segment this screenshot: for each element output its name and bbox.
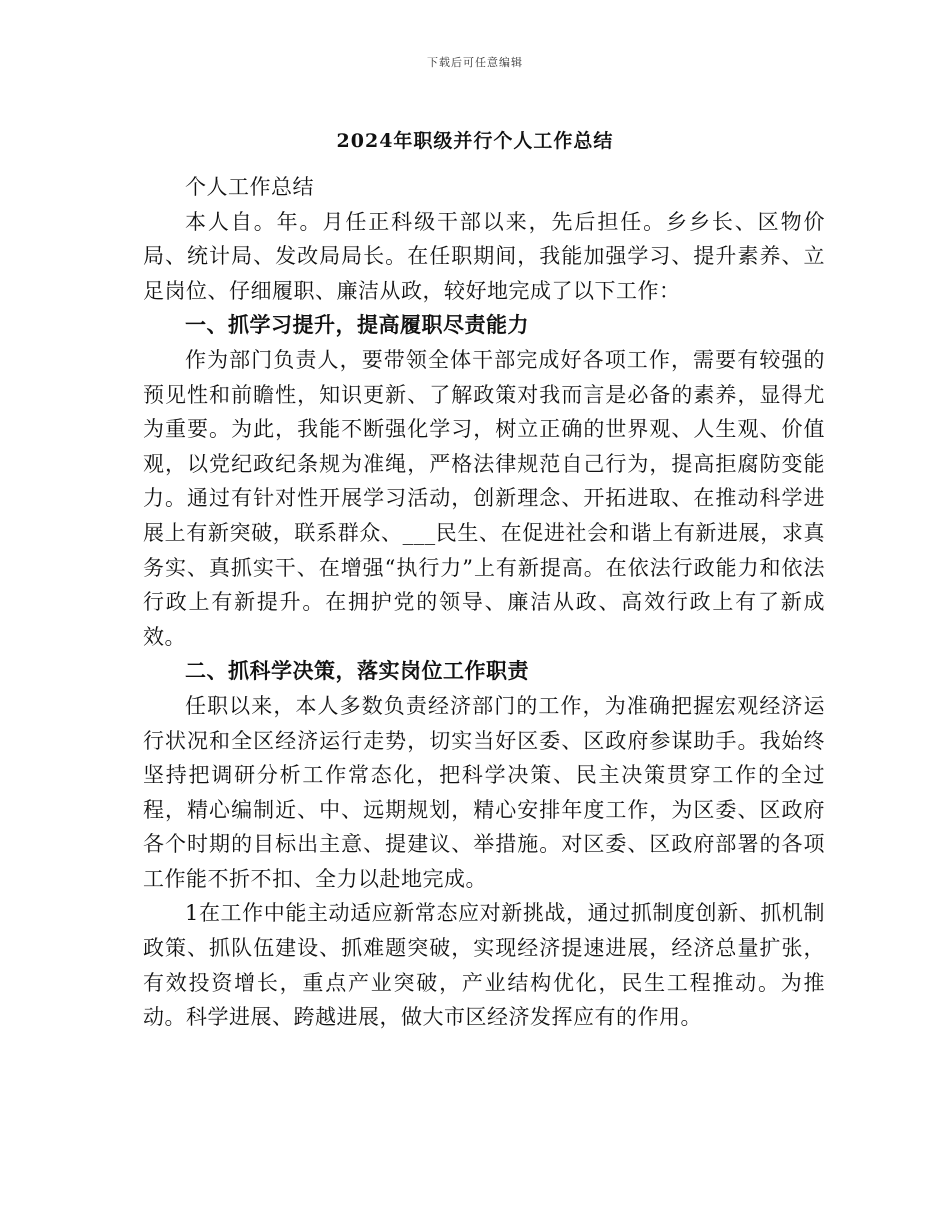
section-heading: 一、抓学习提升，提高履职尽责能力 (185, 312, 529, 338)
body-paragraph: 1在工作中能主动适应新常态应对新挑战，通过抓制度创新、抓机制政策、抓队伍建设、抓难题突破，实现经济提速进展，经济总量扩张，有效投资增长，重点产业突破，产业结构优化，民生工程推动。为推动。科学进展、跨越进展，做大市区经济发挥应有的作用。 (143, 901, 825, 1030)
body-paragraph: 本人自。年。月任正科级干部以来，先后担任。乡乡长、区物价局、统计局、发改局局长。在任职期间，我能加强学习、提升素养、立足岗位、仔细履职、廉洁从政，较好地完成了以下工作： (143, 209, 825, 303)
section-heading: 二、抓科学决策，落实岗位工作职责 (185, 658, 529, 684)
document-body (143, 170, 825, 1035)
document-title: 2024年职级并行个人工作总结 (336, 130, 614, 152)
body-paragraph: 作为部门负责人，要带领全体干部完成好各项工作，需要有较强的预见性和前瞻性，知识更新、了解政策对我而言是必备的素养，显得尤为重要。为此，我能不断强化学习，树立正确的世界观、人生观、价值观，以党纪政纪条规为准绳，严格法律规范自己行为，提高拒腐防变能力。通过有针对性开展学习活动，创新理念、开拓进取、在推动科学进展上有新突破，联系群众、___民生、在促进社会和谐上有新进展，求真务实、真抓实干、在增强“执行力”上有新提高。在依法行政能力和依法行政上有新提升。在拥护党的领导、廉洁从政、高效行政上有了新成效。 (143, 347, 825, 649)
page-header-note: 下载后可任意编辑 (427, 56, 523, 69)
body-paragraph: 个人工作总结 (185, 175, 314, 199)
body-paragraph: 任职以来，本人多数负责经济部门的工作，为准确把握宏观经济运行状况和全区经济运行走势，切实当好区委、区政府参谋助手。我始终坚持把调研分析工作常态化，把科学决策、民主决策贯穿工作的全过程，精心编制近、中、远期规划，精心安排年度工作，为区委、区政府各个时期的目标出主意、提建议、举措施。对区委、区政府部署的各项工作能不折不扣、全力以赴地完成。 (143, 693, 825, 891)
